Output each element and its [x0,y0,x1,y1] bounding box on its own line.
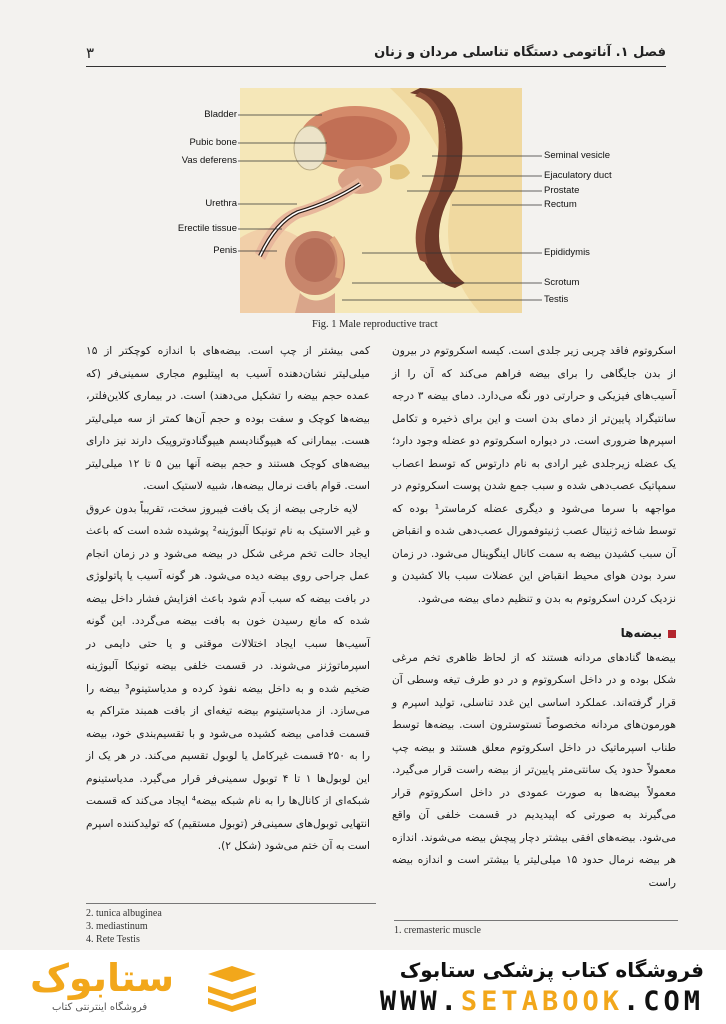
label-vas-deferens: Vas deferens [181,155,237,166]
page-number: ۳ [86,44,95,62]
male-reproductive-illustration [240,88,522,313]
page-header [86,42,666,67]
text-column-left [86,340,370,858]
paragraph-testis-size: کمی بیشتر از چپ است. بیضه‌های با اندازه کوچکتر از ۱۵ میلی‌لیتر نشان‌دهنده آسیب به اپیتلیوم مجاری سمینی‌فر (که عمده حجم بیضه را تشکیل می‌دهند) است. در بیماری کلاین‌فلتر، بیضه‌ها کوچک و سفت بوده و حجم آن‌ها کمتر از سه میلی‌لیتر هست. بیمارانی که هیپوگنادیسم هیپوگنادوتروپیک دارند نیز دارای بیضه‌های کوچک هستند و حجم بیضه آنها بین ۵ تا ۱۲ میلی‌لیتر است. قوام بافت نرمال بیضه‌ها، شبیه لاستیک است. [86,345,370,492]
footnote: 2. tunica albuginea [86,908,162,919]
label-bladder: Bladder [204,109,237,120]
paragraph-testes: بیضه‌ها گنادهای مردانه هستند که از لحاظ ظاهری تخم مرغی شکل بوده و در داخل اسکروتوم و در دو طرف تیغه وسطی آن قرار گرفته‌اند. عملکرد اساسی این غدد تناسلی، تولید اسپرم و هورمون‌های مردانه مخصوصاً تستوسترون است. بیضه‌ها توسط طناب اسپرماتیک در داخل اسکروتوم معلق هستند و بیضه چپ معمولاً حدود یک سانتی‌متر پایین‌تر از بیضه راست قرار می‌گیرد. معمولاً بیضه‌ها به صورت عمودی در داخل اسکروتوم قرار می‌گیرند به صورتی که اپیدیدیم در قسمت خلفی آن واقع می‌شود. بیضه‌های افقی بیشتر دچار پیچش بیضه می‌شوند. اندازه هر بیضه نرمال حدود ۱۵ میلی‌لیتر یا بیشتر است و اندازه بیضه راست [392,651,677,889]
label-prostate: Prostate [544,185,580,196]
footnote: 1. cremasteric muscle [394,925,481,936]
paragraph-scrotum: اسکروتوم فاقد چربی زیر جلدی است. کیسه اسکروتوم در بیرون از بدن جایگاهی را برای بیضه فراهم می‌کند که آن را از آسیب‌های فیزیکی و حرارتی دور نگه می‌دارد. دمای بیضه ۳ درجه سانتیگراد پایین‌تر از دمای بدن است و این برای ذخیره و تکامل اسپرم‌ها ضروری است. در دیواره اسکروتوم دو عضله وجود دارد؛ یک عضله زیرجلدی غیر ارادی به نام دارتوس که توسط اعصاب سمپاتیک عصب‌دهی شده و سبب جمع شدن پوست اسکروتوم در مواجهه با سرما می‌شود و دیگری عضله کرماستر¹ بوده که توسط شاخه ژنیتال عصب ژنیتوفمورال عصب‌دهی شده و انقباض آن سبب کشیدن بیضه به سمت کانال اینگوینال می‌شود. در زمان سرد بودن هوای محیط انقباض این عضلات سبب بالا کشیدن و نزدیک کردن اسکروتوم به بدن و تنظیم دمای بیضه می‌شود. [392,345,676,605]
heading-square-icon [668,630,676,638]
store-url-brand: SETABOOK [460,986,623,1017]
label-penis: Penis [213,245,237,256]
store-banner [0,950,726,1024]
label-ejaculatory-duct: Ejaculatory duct [544,170,612,181]
footnotes-right [394,920,678,937]
footnotes-left [86,903,376,946]
figure-caption: Fig. 1 Male reproductive tract [312,319,438,330]
store-name: فروشگاه کتاب پزشکی ستابوک [399,958,704,982]
section-heading-text: بیضه‌ها [620,626,662,640]
label-epididymis: Epididymis [544,247,590,258]
store-logo[interactable]: ستابوک [30,956,175,1000]
label-seminal-vesicle: Seminal vesicle [544,150,610,161]
label-erectile-tissue: Erectile tissue [177,223,237,234]
store-logo-subtitle: فروشگاه اینترنتی کتاب [52,1002,148,1013]
chapter-title: فصل ۱. آناتومی دستگاه تناسلی مردان و زنان [374,45,666,60]
store-url-suffix: .COM [622,986,704,1017]
section-heading [392,622,676,645]
paragraph-tunica: لایه خارجی بیضه از یک بافت فیبروز سخت، تقریباً بدون عروق و غیر الاستیک به نام تونیکا آلبوژینه² پوشیده شده است که باعث ایجاد حالت تخم مرغی شکل در بیضه می‌شود و در زمان انجام عمل جراحی روی بیضه دیده می‌شود. هر گونه آسیب یا پاتولوژی در بافت بیضه که سبب آدم شود باعث افزایش فشار داخل بیضه شده که مانع رسیدن خون به بافت بیضه می‌گردد. این گونه آسیب‌ها سبب ایجاد اختلالات موقتی و یا حتی دایمی در اسپرماتوژنز می‌شوند. در قسمت خلفی بیضه تونیکا آلبوژینه ضخیم شده و به داخل بیضه نفوذ کرده و مدیاستینوم³ بیضه را می‌سازد. از مدیاستینوم بیضه تیغه‌ای از بافت همبند متراکم به قسمت قدامی بیضه کشیده می‌شود و با تقسیم‌بندی خود، بیضه را به ۲۵۰ قسمت غیرکامل یا لوبول تقسیم می‌کند. در هر یک از این لوبول‌ها ۱ تا ۴ توبول سمینی‌فر قرار می‌گیرد. مدیاستینوم شبکه‌ای از کانال‌ها را به نام شبکه بیضه⁴ ایجاد می‌کند که قسمت انتهایی توبول‌های سمینی‌فر (توبول مستقیم) که تولیدکننده اسپرم است به آن ختم می‌شود (شکل ۲). [86,502,371,852]
anatomy-figure [132,82,622,344]
label-pubic-bone: Pubic bone [189,137,237,148]
book-stack-icon [204,964,260,1012]
label-rectum: Rectum [544,199,577,210]
label-scrotum: Scrotum [544,277,580,288]
text-column-right [392,340,676,894]
label-testis: Testis [544,294,569,305]
store-url-prefix: WWW. [379,986,461,1017]
footnote: 3. mediastinum [86,921,148,932]
footnote: 4. Rete Testis [86,934,140,945]
label-urethra: Urethra [205,198,237,209]
store-url[interactable] [380,986,704,1017]
anatomy-illustration-svg [240,88,522,313]
